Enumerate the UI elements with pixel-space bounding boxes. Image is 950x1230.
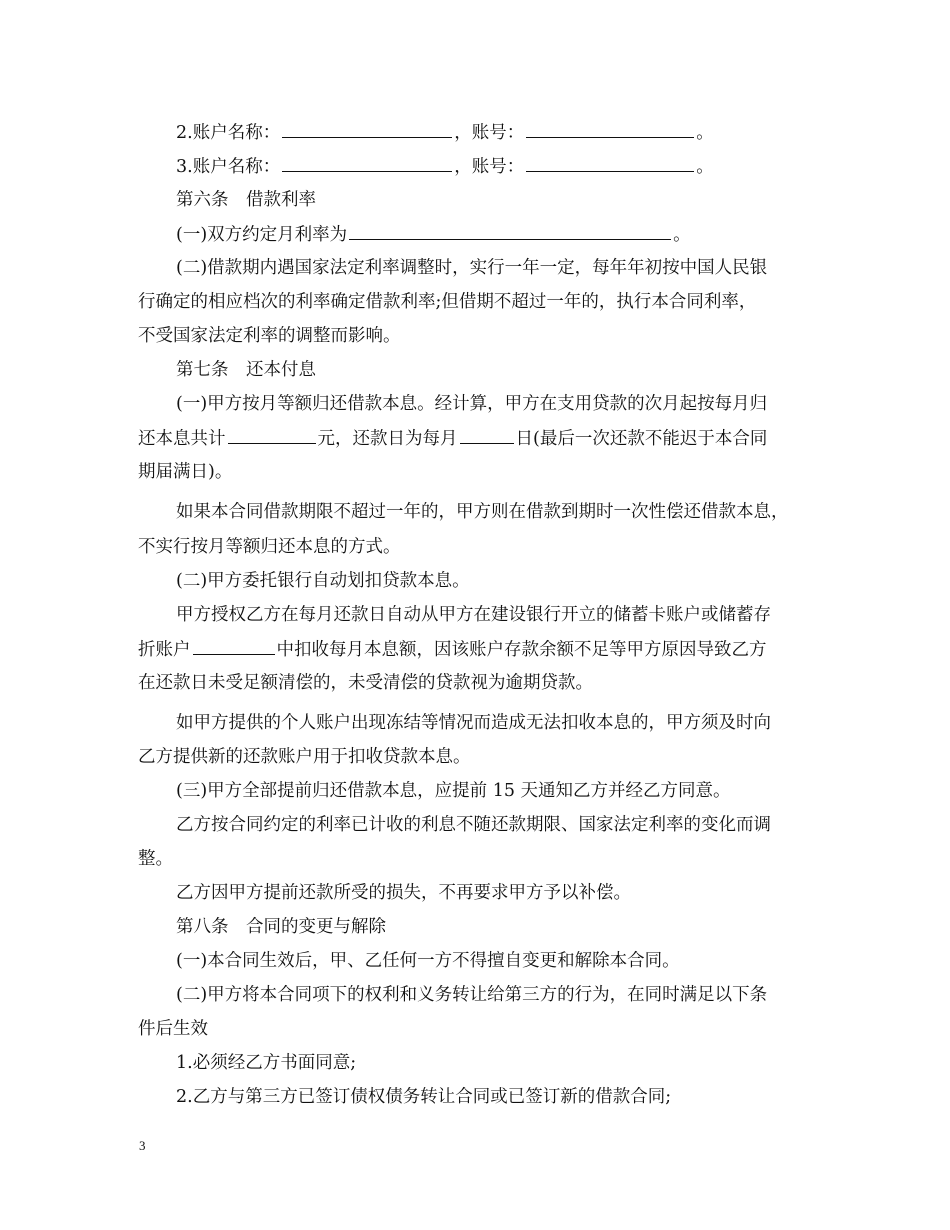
paragraph-line: (二)借款期内遇国家法定利率调整时，实行一年一定，每年年初按中国人民银 (176, 258, 768, 278)
list-item: 1.必须经乙方书面同意; (176, 1053, 357, 1073)
fill-blank (282, 120, 452, 138)
fill-blank (228, 426, 316, 444)
paragraph-line: 乙方提供新的还款账户用于扣收贷款本息。 (138, 747, 471, 767)
paragraph-line: (二)甲方委托银行自动划扣贷款本息。 (176, 571, 470, 591)
article-7-heading: 第七条 还本付息 (176, 360, 316, 380)
text: 日(最后一次还款不能迟于本合同 (515, 429, 768, 449)
fill-blank (460, 426, 514, 444)
page-number: 3 (139, 1138, 146, 1153)
paragraph-line: (一)甲方按月等额归还借款本息。经计算，甲方在支用贷款的次月起按每月归 (176, 394, 768, 414)
text: 还本息共计 (138, 429, 226, 449)
text: ，账号： (454, 157, 525, 177)
paragraph-account-3 (176, 154, 866, 179)
text: (一)双方约定月利率为 (176, 225, 348, 245)
text: 2.账户名称： (176, 123, 281, 143)
paragraph-line: 如甲方提供的个人账户出现冻结等情况而造成无法扣收本息的，甲方须及时向 (176, 713, 771, 733)
fill-blank (526, 120, 694, 138)
paragraph (176, 222, 866, 247)
paragraph-line (138, 637, 828, 662)
paragraph-line: 件后生效 (138, 1019, 208, 1039)
text: 中扣收每月本息额，因该账户存款余额不足等甲方原因导致乙方 (276, 640, 767, 660)
paragraph-line: 在还款日未受足额清偿的，未受清偿的贷款视为逾期贷款。 (138, 673, 593, 693)
article-8-heading: 第八条 合同的变更与解除 (176, 917, 386, 937)
paragraph-line: 乙方因甲方提前还款所受的损失，不再要求甲方予以补偿。 (176, 883, 631, 903)
fill-blank (193, 637, 275, 655)
paragraph-line: 行确定的相应档次的利率确定借款利率;但借期不超过一年的，执行本合同利率， (138, 292, 757, 312)
text: 。 (696, 157, 714, 177)
paragraph-line: 不受国家法定利率的调整而影响。 (138, 326, 401, 346)
fill-blank (526, 154, 694, 172)
text: 折账户 (138, 640, 191, 660)
text: 3.账户名称： (176, 157, 281, 177)
paragraph-line: 甲方授权乙方在每月还款日自动从甲方在建设银行开立的储蓄卡账户或储蓄存 (176, 605, 771, 625)
paragraph-line: 不实行按月等额归还本息的方式。 (138, 537, 401, 557)
paragraph-line: 整。 (138, 849, 173, 869)
text: 。 (673, 225, 691, 245)
list-item: 2.乙方与第三方已签订债权债务转让合同或已签订新的借款合同; (176, 1087, 672, 1107)
fill-blank (282, 154, 452, 172)
paragraph-account-2 (176, 120, 866, 145)
text: 。 (696, 123, 714, 143)
paragraph-line: 如果本合同借款期限不超过一年的，甲方则在借款到期时一次性偿还借款本息， (176, 502, 789, 522)
fill-blank (349, 222, 671, 240)
paragraph-line: 乙方按合同约定的利率已计收的利息不随还款期限、国家法定利率的变化而调 (176, 815, 771, 835)
article-6-heading: 第六条 借款利率 (176, 190, 316, 210)
paragraph-line: (三)甲方全部提前归还借款本息，应提前 15 天通知乙方并经乙方同意。 (176, 781, 731, 801)
paragraph-line (138, 426, 828, 451)
paragraph-line: (一)本合同生效后，甲、乙任何一方不得擅自变更和解除本合同。 (176, 951, 680, 971)
paragraph-line: (二)甲方将本合同项下的权利和义务转让给第三方的行为，在同时满足以下条 (176, 985, 768, 1005)
paragraph-line: 期届满日)。 (138, 462, 233, 482)
text: ，账号： (454, 123, 525, 143)
text: 元，还款日为每月 (317, 429, 458, 449)
